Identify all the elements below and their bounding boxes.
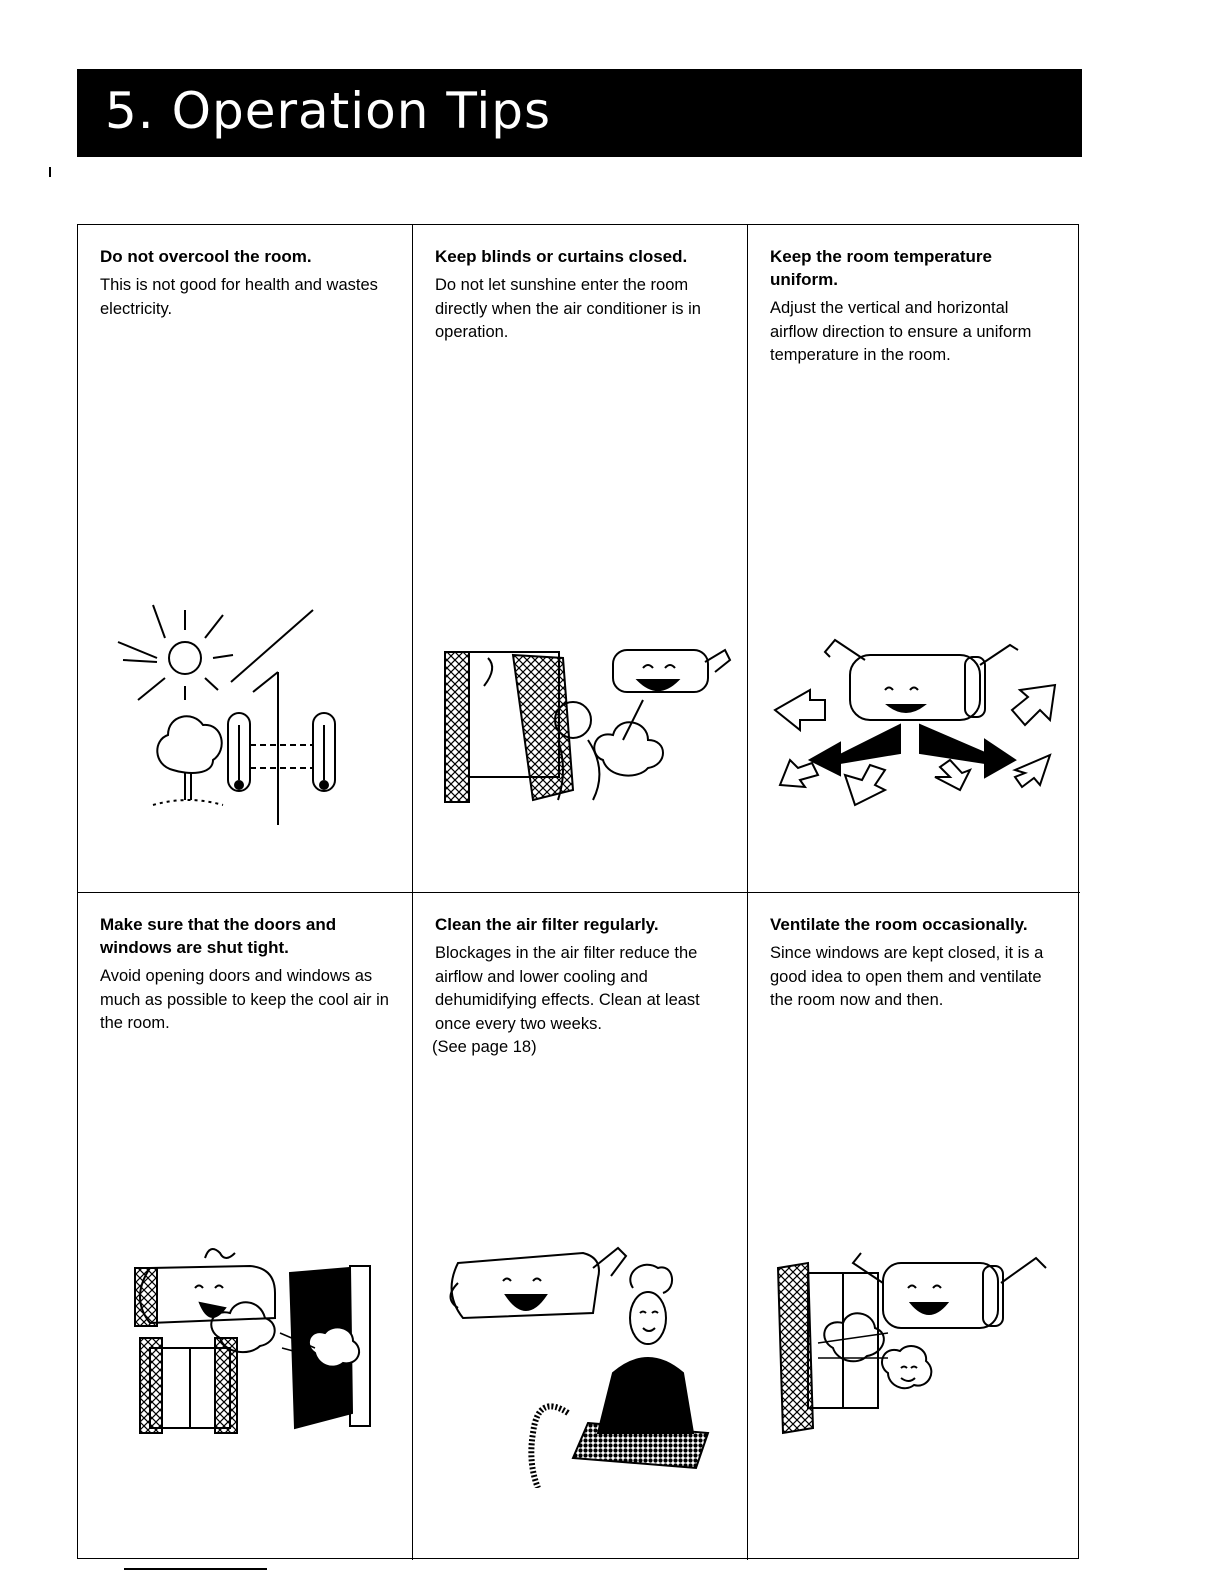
- tip-title: Clean the air filter regularly.: [435, 915, 659, 934]
- tip-card-doors-windows: [78, 893, 413, 1560]
- tip-title: Make sure that the doors and windows are shut tight.: [100, 915, 337, 957]
- tip-body: Adjust the vertical and horizontal airflow direction to ensure a uniform temperature in the room.: [770, 299, 1032, 364]
- tip-card-overcool: [78, 225, 413, 893]
- tip-body: Do not let sunshine enter the room directly when the air conditioner is in operation.: [435, 276, 701, 341]
- tip-title: Keep blinds or curtains closed.: [435, 247, 688, 266]
- aircon-open-door-illustration-icon: [100, 1238, 380, 1443]
- tip-body: Blockages in the air filter reduce the airflow and lower cooling and dehumidifying effects. Clean at least once every two weeks.: [435, 944, 700, 1033]
- curtain-aircon-illustration-icon: [443, 640, 738, 805]
- tip-title: Do not overcool the room.: [100, 247, 312, 266]
- aircon-filter-cleaning-illustration-icon: [438, 1233, 728, 1488]
- aircon-open-window-illustration-icon: [773, 1228, 1053, 1438]
- footer-rule: [124, 1568, 267, 1570]
- tip-card-ventilate: [748, 893, 1080, 1560]
- tip-card-blinds: [413, 225, 748, 893]
- tip-title: Ventilate the room occasionally.: [770, 915, 1028, 934]
- page-title: 5. Operation Tips: [105, 82, 552, 140]
- section-header: [77, 69, 1082, 157]
- tip-body: Since windows are kept closed, it is a good idea to open them and ventilate the room now and then.: [770, 944, 1044, 1009]
- tips-grid: [77, 224, 1079, 1559]
- sun-thermometer-illustration-icon: [113, 600, 353, 830]
- tip-body: Avoid opening doors and windows as much as possible to keep the cool air in the room.: [100, 967, 389, 1032]
- tip-body: This is not good for health and wastes electricity.: [100, 276, 378, 318]
- margin-mark: [49, 167, 51, 177]
- tip-card-uniform-temperature: [748, 225, 1080, 893]
- page-reference-note: (See page 18): [432, 1038, 537, 1056]
- tip-card-air-filter: [413, 893, 748, 1560]
- aircon-airflow-arrows-illustration-icon: [770, 635, 1060, 815]
- tip-title: Keep the room temperature uniform.: [770, 247, 992, 289]
